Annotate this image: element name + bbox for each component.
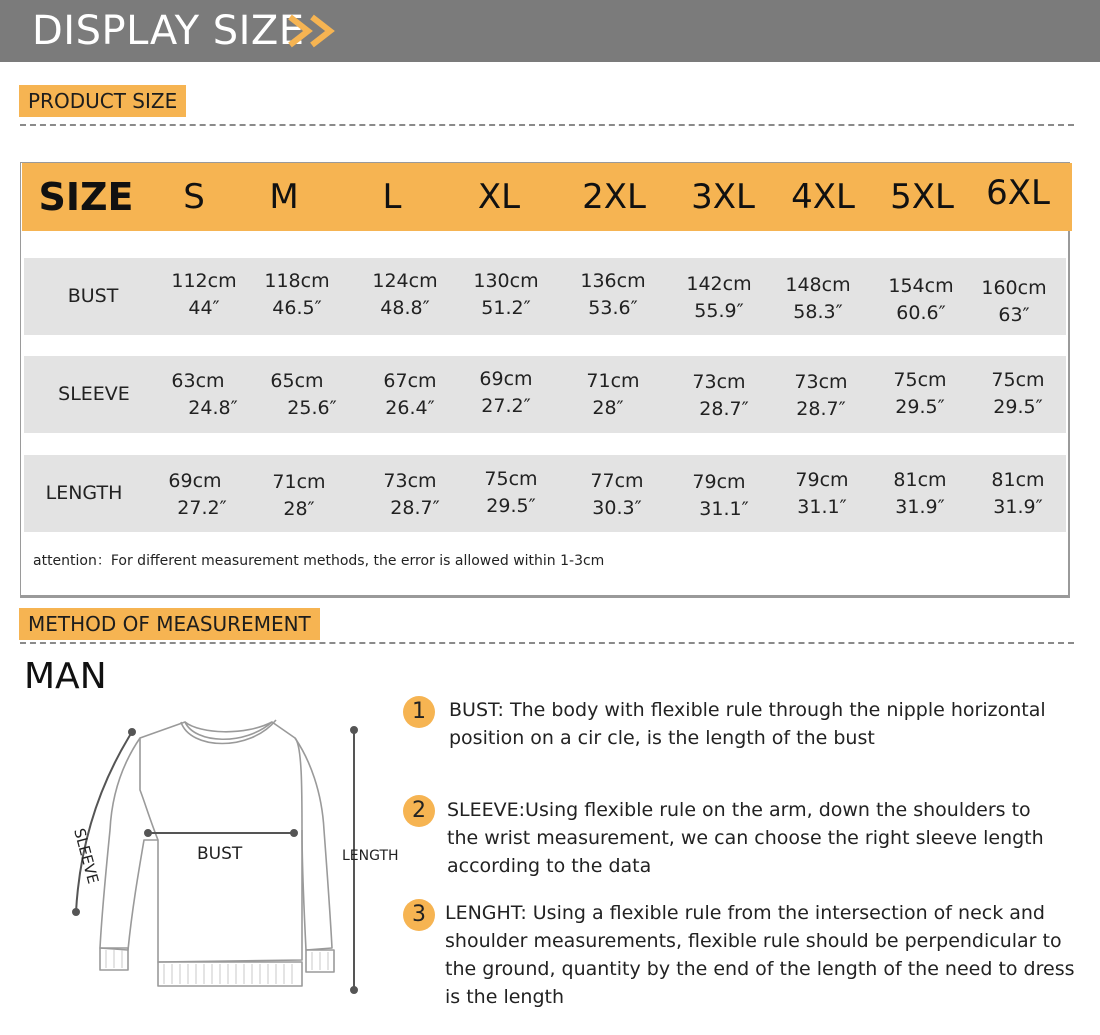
size-col-m: M [269, 177, 299, 217]
product-size-tag: PRODUCT SIZE [19, 85, 186, 117]
display-size-header [0, 0, 1100, 62]
table-cell [964, 275, 1064, 329]
cell-inch: 51.2″ [481, 297, 531, 319]
cell-cm: 160cm [981, 277, 1047, 299]
table-cell [249, 469, 349, 523]
step-number-2: 2 [403, 795, 435, 827]
cell-cm: 67cm [383, 370, 437, 392]
table-cell [360, 368, 460, 422]
method-tag: METHOD OF MEASUREMENT [19, 608, 320, 640]
table-row-length [24, 455, 1066, 532]
cell-cm: 79cm [692, 471, 746, 493]
sweater-diagram [40, 700, 399, 1020]
table-cell [355, 268, 455, 322]
cell-inch: 29.5″ [486, 495, 536, 517]
cell-cm: 130cm [473, 270, 539, 292]
double-chevron-right-icon [288, 14, 340, 48]
step-number-3: 3 [403, 899, 435, 931]
cell-cm: 124cm [372, 270, 438, 292]
cell-cm: 112cm [171, 270, 237, 292]
table-cell [154, 268, 254, 322]
cell-inch: 27.2″ [177, 497, 227, 519]
cell-cm: 75cm [991, 369, 1045, 391]
cell-inch: 29.5″ [993, 396, 1043, 418]
row-label-bust: BUST [67, 285, 119, 307]
table-cell [247, 368, 347, 422]
table-cell [771, 369, 871, 423]
table-cell [247, 268, 347, 322]
table-cell [669, 369, 769, 423]
cell-cm: 154cm [888, 275, 954, 297]
cell-cm: 79cm [795, 469, 849, 491]
step-text-sleeve: SLEEVE:Using flexible rule on the arm, down the shoulders to the wrist measurement, we can choose the right sleeve length according to the data [447, 799, 1044, 877]
diagram-label-bust: BUST [197, 844, 243, 864]
size-col-4xl: 4XL [791, 177, 855, 217]
table-cell [669, 271, 769, 325]
table-cell [871, 273, 971, 327]
gender-label: MAN [24, 656, 107, 697]
table-cell [360, 468, 460, 522]
cell-cm: 75cm [893, 369, 947, 391]
cell-cm: 148cm [785, 274, 851, 296]
size-col-2xl: 2XL [582, 177, 646, 217]
cell-cm: 136cm [580, 270, 646, 292]
cell-cm: 71cm [586, 370, 640, 392]
cell-cm: 69cm [479, 368, 533, 390]
cell-cm: 73cm [794, 371, 848, 393]
table-row-sleeve [24, 356, 1066, 433]
table-cell [772, 467, 872, 521]
cell-cm: 69cm [168, 470, 222, 492]
cell-cm: 73cm [383, 470, 437, 492]
diagram-label-length: LENGTH [342, 848, 399, 864]
cell-inch: 44″ [188, 297, 220, 319]
table-cell [563, 268, 663, 322]
cell-inch: 28.7″ [699, 398, 749, 420]
cell-inch: 28.7″ [390, 497, 440, 519]
table-cell [968, 467, 1068, 521]
table-cell [567, 468, 667, 522]
table-cell [461, 466, 561, 520]
cell-cm: 142cm [686, 273, 752, 295]
table-cell [768, 272, 868, 326]
cell-inch: 28.7″ [796, 398, 846, 420]
cell-inch: 48.8″ [380, 297, 430, 319]
size-col-5xl: 5XL [890, 177, 954, 217]
cell-inch: 63″ [998, 304, 1030, 326]
cell-cm: 75cm [484, 468, 538, 490]
step-number-1: 1 [403, 696, 435, 728]
table-cell [669, 469, 769, 523]
cell-inch: 29.5″ [895, 396, 945, 418]
page-title: DISPLAY SIZE [32, 8, 305, 54]
cell-cm: 81cm [893, 469, 947, 491]
table-cell [563, 368, 663, 422]
row-label-sleeve: SLEEVE [58, 383, 130, 405]
size-header-label: SIZE [38, 175, 134, 219]
cell-inch: 46.5″ [272, 297, 322, 319]
cell-inch: 24.8″ [188, 397, 238, 419]
cell-inch: 30.3″ [592, 497, 642, 519]
step-text-length: LENGHT: Using a flexible rule from the intersection of neck and shoulder measurements, flexible rule should be perpendicular to the ground, quantity by the end of the length of the need to dress is the length [445, 902, 1075, 1008]
cell-inch: 31.9″ [895, 496, 945, 518]
size-header-row [22, 163, 1072, 231]
cell-cm: 63cm [171, 370, 225, 392]
cell-inch: 60.6″ [896, 302, 946, 324]
cell-inch: 31.1″ [699, 498, 749, 520]
step-text-bust: BUST: The body with flexible rule through the nipple horizontal position on a cir cle, is the length of the bust [449, 699, 1046, 749]
size-col-l: L [382, 177, 402, 217]
row-label-length: LENGTH [45, 482, 123, 504]
cell-inch: 53.6″ [588, 297, 638, 319]
table-cell [456, 268, 556, 322]
divider [20, 124, 1074, 126]
table-cell [148, 368, 248, 422]
cell-cm: 77cm [590, 470, 644, 492]
cell-cm: 73cm [692, 371, 746, 393]
table-row-bust [24, 258, 1066, 335]
cell-inch: 28″ [283, 498, 315, 520]
cell-inch: 55.9″ [694, 300, 744, 322]
cell-inch: 27.2″ [481, 395, 531, 417]
cell-inch: 58.3″ [793, 301, 843, 323]
size-col-6xl: 6XL [986, 173, 1050, 213]
table-cell [145, 468, 245, 522]
size-col-s: S [183, 177, 205, 217]
table-cell [870, 367, 970, 421]
measurement-note: attention：For different measurement methods, the error is allowed within 1-3cm [33, 553, 605, 569]
size-col-xl: XL [477, 177, 521, 217]
divider [20, 642, 1074, 644]
cell-cm: 118cm [264, 270, 330, 292]
cell-inch: 31.1″ [797, 496, 847, 518]
cell-inch: 31.9″ [993, 496, 1043, 518]
size-col-3xl: 3XL [691, 177, 755, 217]
cell-cm: 65cm [270, 370, 324, 392]
cell-inch: 26.4″ [385, 397, 435, 419]
cell-cm: 81cm [991, 469, 1045, 491]
diagram-label-sleeve: SLEEVE [70, 826, 103, 886]
cell-inch: 28″ [592, 397, 624, 419]
table-cell [456, 366, 556, 420]
cell-inch: 25.6″ [287, 397, 337, 419]
table-cell [870, 467, 970, 521]
cell-cm: 71cm [272, 471, 326, 493]
table-cell [968, 367, 1068, 421]
